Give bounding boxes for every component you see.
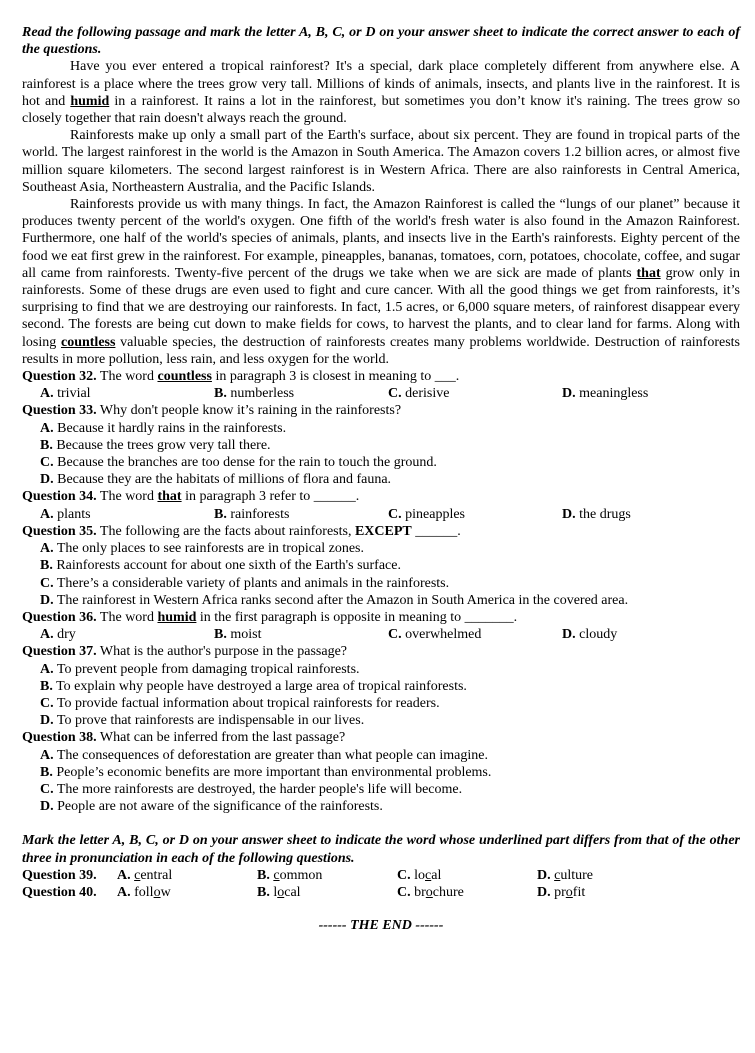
question-number: Question 32. xyxy=(22,369,97,385)
option-b: B. Rainforests account for about one sixth of the Earth's surface. xyxy=(40,558,401,574)
question-text: The word xyxy=(96,369,158,385)
end-marker: ------ THE END ------ xyxy=(318,918,444,934)
question-36-options xyxy=(22,626,740,643)
question-32-options xyxy=(22,385,740,402)
option-a: A. central xyxy=(117,867,173,883)
question-text: What is the author's purpose in the passage? xyxy=(96,644,347,660)
question-number: Question 35. xyxy=(22,523,97,539)
question-underlined-word: countless xyxy=(157,369,212,385)
option-c: C. To provide factual information about tropical rainforests for readers. xyxy=(40,695,440,711)
option-d: D. the drugs xyxy=(562,506,631,522)
option-c: C. local xyxy=(397,867,442,883)
question-number: Question 34. xyxy=(22,489,97,505)
question-40 xyxy=(22,884,740,901)
question-text: ______. xyxy=(411,523,461,539)
option-a: A. trivial xyxy=(40,386,91,402)
p3-underlined-word-1: that xyxy=(636,265,661,281)
option-a: A. dry xyxy=(40,627,76,643)
question-text: The word xyxy=(96,489,158,505)
question-underlined-word: that xyxy=(157,489,182,505)
option-d: D. People are not aware of the significance of the rainforests. xyxy=(40,799,383,815)
option-a: A. To prevent people from damaging tropical rainforests. xyxy=(40,661,360,677)
p3-underlined-word-2: countless xyxy=(60,334,116,350)
option-a: A. The only places to see rainforests are in tropical zones. xyxy=(40,541,364,557)
question-number: Question 38. xyxy=(22,730,97,746)
question-text: in paragraph 3 is closest in meaning to ___. xyxy=(211,369,460,385)
question-number: Question 39. xyxy=(22,867,97,883)
p1-text-a: Have you ever entered a tropical rainforest? It's a special, dark place completely different from anywhere else. A rainforest is a place where the trees grow very tall. Millions of kinds of animals, insects, and plants live in the rainforest. It is hot and xyxy=(22,59,740,109)
p3-text-b: grow only in rainforests. Some of these drugs are even used to fight and cure cancer. With all the good things we get from rainforests, it’s surprising to find that we are destroying our rainforests. In fact, 1.5 acres, or 6,000 square meters, of rainforest disappear every second. The forests are being cut down to make fields for cows, to harvest the plants, and to clear land for farms. Along with losing xyxy=(22,265,740,350)
option-b: B. Because the trees grow very tall there. xyxy=(40,437,271,453)
reading-instruction: Read the following passage and mark the letter A, B, C, or D on your answer sheet to indicate the correct answer to each of the questions. xyxy=(22,25,740,58)
option-b: B. local xyxy=(257,884,301,900)
question-text: in paragraph 3 refer to ______. xyxy=(181,489,360,505)
option-d: D. culture xyxy=(537,867,593,883)
passage-paragraph-2: Rainforests make up only a small part of the Earth's surface, about six percent. They are found in tropical parts of the world. The largest rainforest in the world is the Amazon in South America. The Amazon covers 1.2 billion acres, or almost five million square kilometers. The second largest rainforest is in Western Africa. There are also rainforests in Central America, Southeast Asia, Northeastern Australia, and the Pacific Islands. xyxy=(22,128,740,195)
section-spacer xyxy=(22,815,740,832)
option-d: D. The rainforest in Western Africa ranks second after the Amazon in South America in the covered area. xyxy=(40,592,629,608)
question-33 xyxy=(22,402,740,419)
question-emphasis: EXCEPT xyxy=(354,523,412,539)
option-c: C. The more rainforests are destroyed, the harder people's life will become. xyxy=(40,781,463,797)
question-underlined-word: humid xyxy=(157,609,197,625)
option-d: D. To prove that rainforests are indispensable in our lives. xyxy=(40,713,365,729)
question-39 xyxy=(22,867,740,884)
question-text: The word xyxy=(96,609,158,625)
option-c: C. brochure xyxy=(397,884,464,900)
option-b: B. numberless xyxy=(214,386,295,402)
question-37 xyxy=(22,643,740,660)
question-text: What can be inferred from the last passage? xyxy=(96,730,346,746)
exam-page xyxy=(22,24,740,934)
option-c: C. There’s a considerable variety of plants and animals in the rainforests. xyxy=(40,575,450,591)
question-text: in the first paragraph is opposite in meaning to _______. xyxy=(196,609,518,625)
option-b: B. rainforests xyxy=(214,506,290,522)
option-b: B. moist xyxy=(214,627,262,643)
question-number: Question 40. xyxy=(22,884,97,900)
option-d: D. profit xyxy=(537,884,586,900)
question-number: Question 37. xyxy=(22,644,97,660)
question-text: The following are the facts about rainforests, xyxy=(96,523,355,539)
question-38 xyxy=(22,729,740,746)
question-number: Question 36. xyxy=(22,609,97,625)
option-c: C. pineapples xyxy=(388,506,465,522)
question-34-options xyxy=(22,506,740,523)
option-a: A. The consequences of deforestation are greater than what people can imagine. xyxy=(40,747,488,763)
question-32 xyxy=(22,368,740,385)
option-d: D. meaningless xyxy=(562,386,649,402)
option-c: C. derisive xyxy=(388,386,450,402)
question-number: Question 33. xyxy=(22,403,97,419)
option-b: B. People’s economic benefits are more important than environmental problems. xyxy=(40,764,492,780)
p3-text-c: valuable species, the destruction of rainforests creates many problems worldwide. Destruction of rainforests results in more pollution, less rain, and less oxygen for the world. xyxy=(22,334,741,367)
option-b: B. common xyxy=(257,867,323,883)
passage-paragraph-1 xyxy=(22,58,740,127)
option-a: A. follow xyxy=(117,884,171,900)
question-34 xyxy=(22,488,740,505)
option-b: B. To explain why people have destroyed a large area of tropical rainforests. xyxy=(40,678,467,694)
option-c: C. overwhelmed xyxy=(388,627,482,643)
pronunciation-instruction: Mark the letter A, B, C, or D on your answer sheet to indicate the word whose underlined part differs from that of the other three in pronunciation in each of the following questions. xyxy=(22,833,740,866)
option-a: A. plants xyxy=(40,506,91,522)
passage-paragraph-3 xyxy=(22,196,740,368)
question-text: Why don't people know it’s raining in the rainforests? xyxy=(96,403,402,419)
question-36 xyxy=(22,609,740,626)
question-35 xyxy=(22,523,740,540)
option-a: A. Because it hardly rains in the rainforests. xyxy=(40,420,287,436)
option-c: C. Because the branches are too dense for the rain to touch the ground. xyxy=(40,455,437,471)
p3-text-a: Rainforests provide us with many things. In fact, the Amazon Rainforest is called the “lungs of our planet” because it produces twenty percent of the world's oxygen. One fifth of the world's fresh water is also found in the Amazon Rainforest. Furthermore, one half of the world's species of animals, plants, and insects live in the Earth's rainforests. Eighty percent of the food we eat first grew in the rainforest. For example, pineapples, bananas, tomatoes, corn, potatoes, chocolate, coffee, and sugar all came from rainforests. Twenty-five percent of the drugs we take when we are sick are made of plants xyxy=(22,197,740,281)
option-d: D. Because they are the habitats of millions of flora and fauna. xyxy=(40,472,392,488)
p1-underlined-word: humid xyxy=(70,93,110,109)
option-d: D. cloudy xyxy=(562,627,618,643)
p1-text-b: in a rainforest. It rains a lot in the rainforest, but sometimes you don’t know it's raining. The trees grow so closely together that rain doesn't always reach the ground. xyxy=(22,93,740,127)
